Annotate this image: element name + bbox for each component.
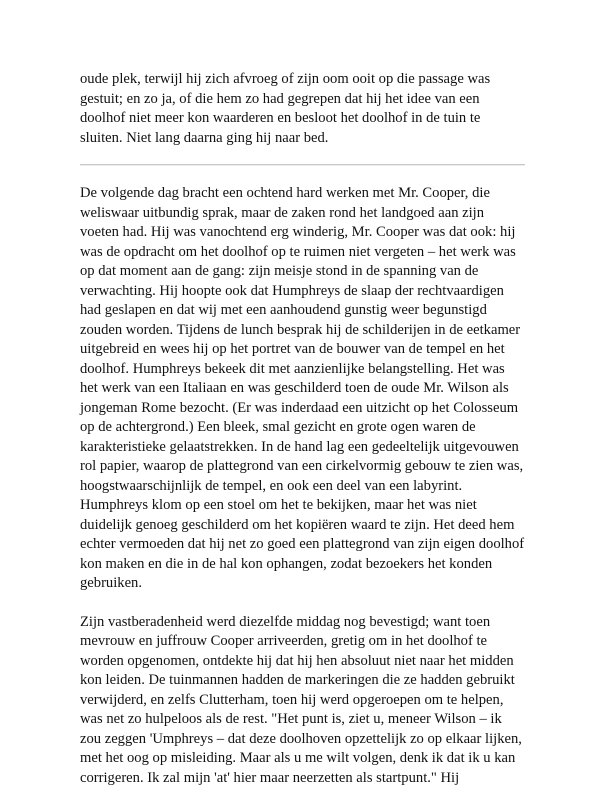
document-page bbox=[80, 70, 525, 788]
body-paragraph-2: Zijn vastberadenheid werd diezelfde middag nog bevestigd; want toen mevrouw en juffrouw Cooper arriveerden, gretig om in het doolhof te worden opgenomen, ontdekte hij dat hij hen absoluut niet naar het midden kon leiden. De tuinmannen hadden de markeringen die ze hadden gebruikt verwijderd, en zelfs Clutterham, toen hij werd opgeroepen om te helpen, was net zo hulpeloos als de rest. "Het punt is, ziet u, meneer Wilson – ik zou zeggen 'Umphreys – dat deze doolhoven opzettelijk zo op elkaar lijken, met het oog op misleiding. Maar als u me wilt volgen, denk ik dat ik u kan corrigeren. Ik zal mijn 'at' hier maar neerzetten als startpunt." Hij bbox=[80, 613, 525, 788]
body-paragraph-1: De volgende dag bracht een ochtend hard werken met Mr. Cooper, die weliswaar uitbundig sprak, maar de zaken rond het landgoed aan zijn voeten had. Hij was vanochtend erg winderig, Mr. Cooper was dat ook: hij was de opdracht om het doolhof op te ruimen niet vergeten – het werk was op dat moment aan de gang: zijn meisje stond in de spanning van de verwachting. Hij hoopte ook dat Humphreys de slaap der rechtvaardigen had geslapen en dat wij met een aanhoudend gunstig weer begunstigd zouden worden. Tijdens de lunch besprak hij de schilderijen in de eetkamer uitgebreid en wees hij op het portret van de bouwer van de tempel en het doolhof. Humphreys bekeek dit met aanzienlijke belangstelling. Het was het werk van een Italiaan en was geschilderd toen de oude Mr. Wilson als jongeman Rome bezocht. (Er was inderdaad een uitzicht op het Colosseum op de achtergrond.) Een bleek, smal gezicht en grote ogen waren de karakteristieke gelaatstrekken. In de hand lag een gedeeltelijk uitgevouwen rol papier, waarop de plattegrond van een cirkelvormig gebouw te zien was, hoogstwaarschijnlijk de tempel, en ook een deel van een labyrint. Humphreys klom op een stoel om het te bekijken, maar het was niet duidelijk genoeg geschilderd om het kopiëren waard te zijn. Het deed hem echter vermoeden dat hij net zo goed een plattegrond van zijn eigen doolhof kon maken en die in de hal kon ophangen, zodat bezoekers het konden gebruiken. bbox=[80, 184, 525, 594]
intro-paragraph: oude plek, terwijl hij zich afvroeg of zijn oom ooit op die passage was gestuit; en zo ja, of die hem zo had gegrepen dat hij het idee van een doolhof niet meer kon waarderen en besloot het doolhof in de tuin te sluiten. Niet lang daarna ging hij naar bed. bbox=[80, 70, 525, 148]
section-divider bbox=[80, 164, 525, 166]
